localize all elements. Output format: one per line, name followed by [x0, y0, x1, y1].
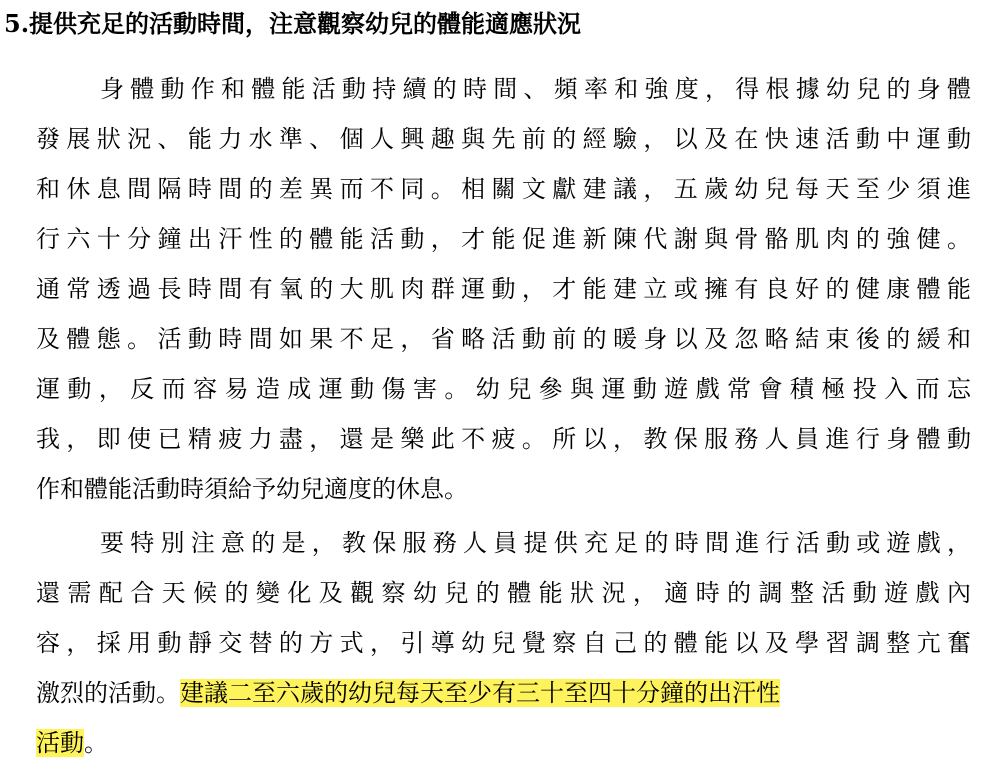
plain-text: 激烈的活動。 [36, 679, 180, 707]
text-line: 和休息間隔時間的差異而不同。相關文獻建議，五歲幼兒每天至少須進 [36, 175, 971, 203]
text-line-with-highlight [36, 668, 780, 718]
text-line: 還需配合天候的變化及觀察幼兒的體能狀況，適時的調整活動遊戲內 [36, 579, 971, 607]
text-line: 作和體能活動時須給予幼兒適度的休息。 [36, 475, 468, 503]
text-line: 發展狀況、能力水準、個人興趣與先前的經驗，以及在快速活動中運動 [36, 125, 971, 153]
text-line: 我，即使已精疲力盡，還是樂此不疲。所以，教保服務人員進行身體動 [36, 425, 971, 453]
text-line: 通常透過長時間有氧的大肌肉群運動，才能建立或擁有良好的健康體能 [36, 275, 971, 303]
text-line: 及體態。活動時間如果不足，省略活動前的暖身以及忽略結束後的緩和 [36, 325, 971, 353]
plain-text: 。 [84, 729, 108, 757]
text-line: 要特別注意的是，教保服務人員提供充足的時間進行活動或遊戲， [100, 529, 971, 557]
text-line: 容，採用動靜交替的方式，引導幼兒覺察自己的體能以及學習調整亢奮 [36, 629, 971, 657]
text-line: 運動，反而容易造成運動傷害。幼兒參與運動遊戲常會積極投入而忘 [36, 375, 971, 403]
text-line: 行六十分鐘出汗性的體能活動，才能促進新陳代謝與骨骼肌肉的強健。 [36, 225, 971, 253]
text-line: 身體動作和體能活動持續的時間、頻率和強度，得根據幼兒的身體 [100, 75, 971, 103]
highlighted-text: 活動 [36, 729, 84, 757]
section-heading: 5.提供充足的活動時間，注意觀察幼兒的體能適應狀況 [4, 9, 582, 38]
text-line-with-highlight [36, 718, 108, 768]
highlighted-text: 建議二至六歲的幼兒每天至少有三十至四十分鐘的出汗性 [180, 679, 780, 707]
